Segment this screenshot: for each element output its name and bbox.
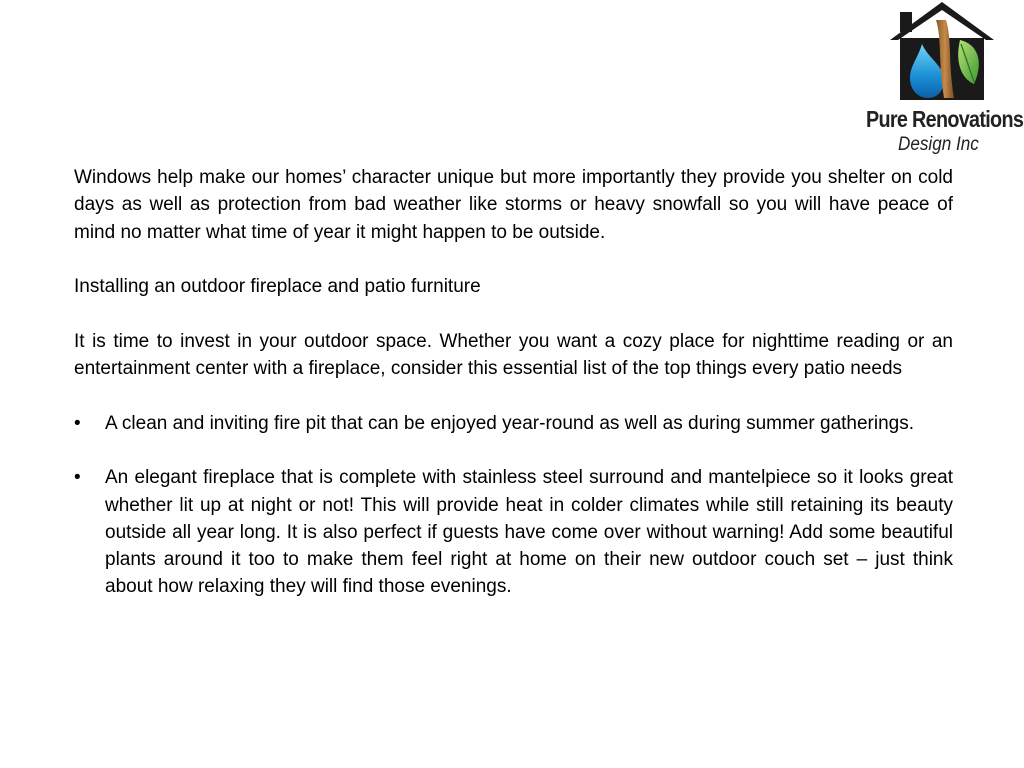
company-logo — [862, 0, 1022, 160]
list-item-text: An elegant fireplace that is complete with stainless steel surround and mantelpiece so it looks great whether lit up at night or not! This will provide heat in colder climates while still retaining its beauty outside all year long. It is also perfect if guests have come over without warning! Add some beautiful plants around it too to make them feel right at home on their new outdoor couch set – just think about how relaxing they will find those evenings. — [105, 467, 953, 598]
house-logo-icon — [888, 0, 996, 102]
logo-company-subtitle: Design Inc — [898, 134, 979, 155]
bullet-icon: • — [74, 467, 81, 489]
list-item — [74, 464, 953, 600]
logo-company-name: Pure Renovations — [866, 106, 1024, 132]
list-item — [74, 410, 953, 437]
body-paragraph: It is time to invest in your outdoor space. Whether you want a cozy place for nighttime reading or an entertainment center with a fireplace, consider this essential list of the top things every patio needs — [74, 330, 953, 380]
section-heading: Installing an outdoor fireplace and patio furniture — [74, 276, 481, 298]
intro-paragraph: Windows help make our homes’ character unique but more importantly they provide you shelter on cold days as well as protection from bad weather like storms or heavy snowfall so you will have peace of mind no matter what time of year it might happen to be outside. — [74, 167, 953, 243]
bullet-icon: • — [74, 412, 81, 434]
slide-content — [74, 164, 953, 628]
list-item-text: A clean and inviting fire pit that can be enjoyed year-round as well as during summer gatherings. — [105, 412, 915, 434]
